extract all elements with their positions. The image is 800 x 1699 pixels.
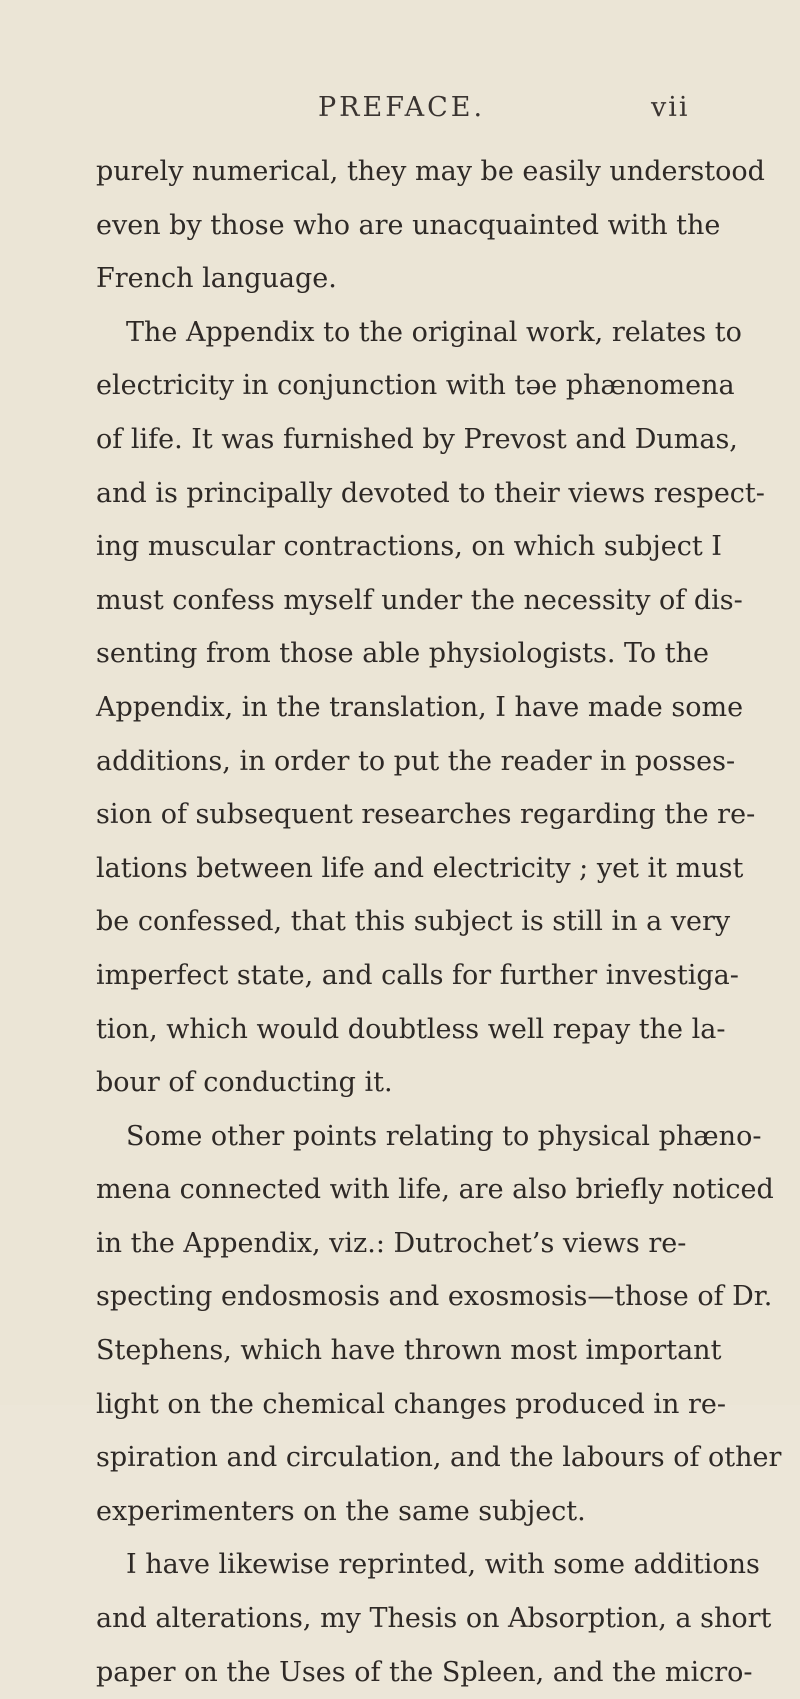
- text-line: Some other points relating to physical phæno-: [126, 1120, 762, 1152]
- text-line: and is principally devoted to their views respect-: [96, 477, 765, 509]
- text-line: mena connected with life, are also briefly noticed: [96, 1174, 774, 1206]
- text-line: experimenters on the same subject.: [96, 1495, 586, 1527]
- page-header: [0, 92, 800, 132]
- text-line: Appendix, in the translation, I have made some: [96, 691, 744, 723]
- text-line: additions, in order to put the reader in posses-: [96, 745, 736, 777]
- text-line: ing muscular contractions, on which subject I: [96, 531, 722, 563]
- text-line: specting endosmosis and exosmosis—those of Dr.: [96, 1281, 773, 1313]
- text-line: tion, which would doubtless well repay the la-: [96, 1013, 726, 1045]
- text-line: and alterations, my Thesis on Absorption, a short: [96, 1603, 772, 1635]
- text-line: I have likewise reprinted, with some additions: [126, 1549, 760, 1581]
- text-line: senting from those able physiologists. To the: [96, 638, 709, 670]
- text-line: paper on the Uses of the Spleen, and the micro-: [96, 1656, 753, 1688]
- text-line: Stephens, which have thrown most important: [96, 1335, 722, 1367]
- text-line: be confessed, that this subject is still in a very: [96, 906, 731, 938]
- text-line: electricity in conjunction with tǝe phænomena: [96, 370, 735, 402]
- text-line: French language.: [96, 263, 337, 295]
- text-line: purely numerical, they may be easily understood: [96, 156, 765, 187]
- text-line: spiration and circulation, and the labours of other: [96, 1442, 782, 1474]
- body-text: [96, 145, 782, 1699]
- text-line: lations between life and electricity ; yet it must: [96, 852, 744, 884]
- text-line: even by those who are unacquainted with the: [96, 209, 721, 241]
- text-line: of life. It was furnished by Prevost and Dumas,: [96, 423, 738, 455]
- text-line: The Appendix to the original work, relates to: [126, 316, 742, 348]
- text-line: light on the chemical changes produced in re-: [96, 1388, 726, 1420]
- text-line: in the Appendix, viz.: Dutrochet’s views re-: [96, 1227, 687, 1259]
- running-head: PREFACE.: [318, 92, 486, 123]
- text-line: imperfect state, and calls for further investiga-: [96, 959, 739, 991]
- text-line: must confess myself under the necessity of dis-: [96, 584, 743, 616]
- text-line: bour of conducting it.: [96, 1067, 393, 1099]
- page-number: vii: [651, 92, 690, 123]
- text-line: sion of subsequent researches regarding the re-: [96, 799, 756, 831]
